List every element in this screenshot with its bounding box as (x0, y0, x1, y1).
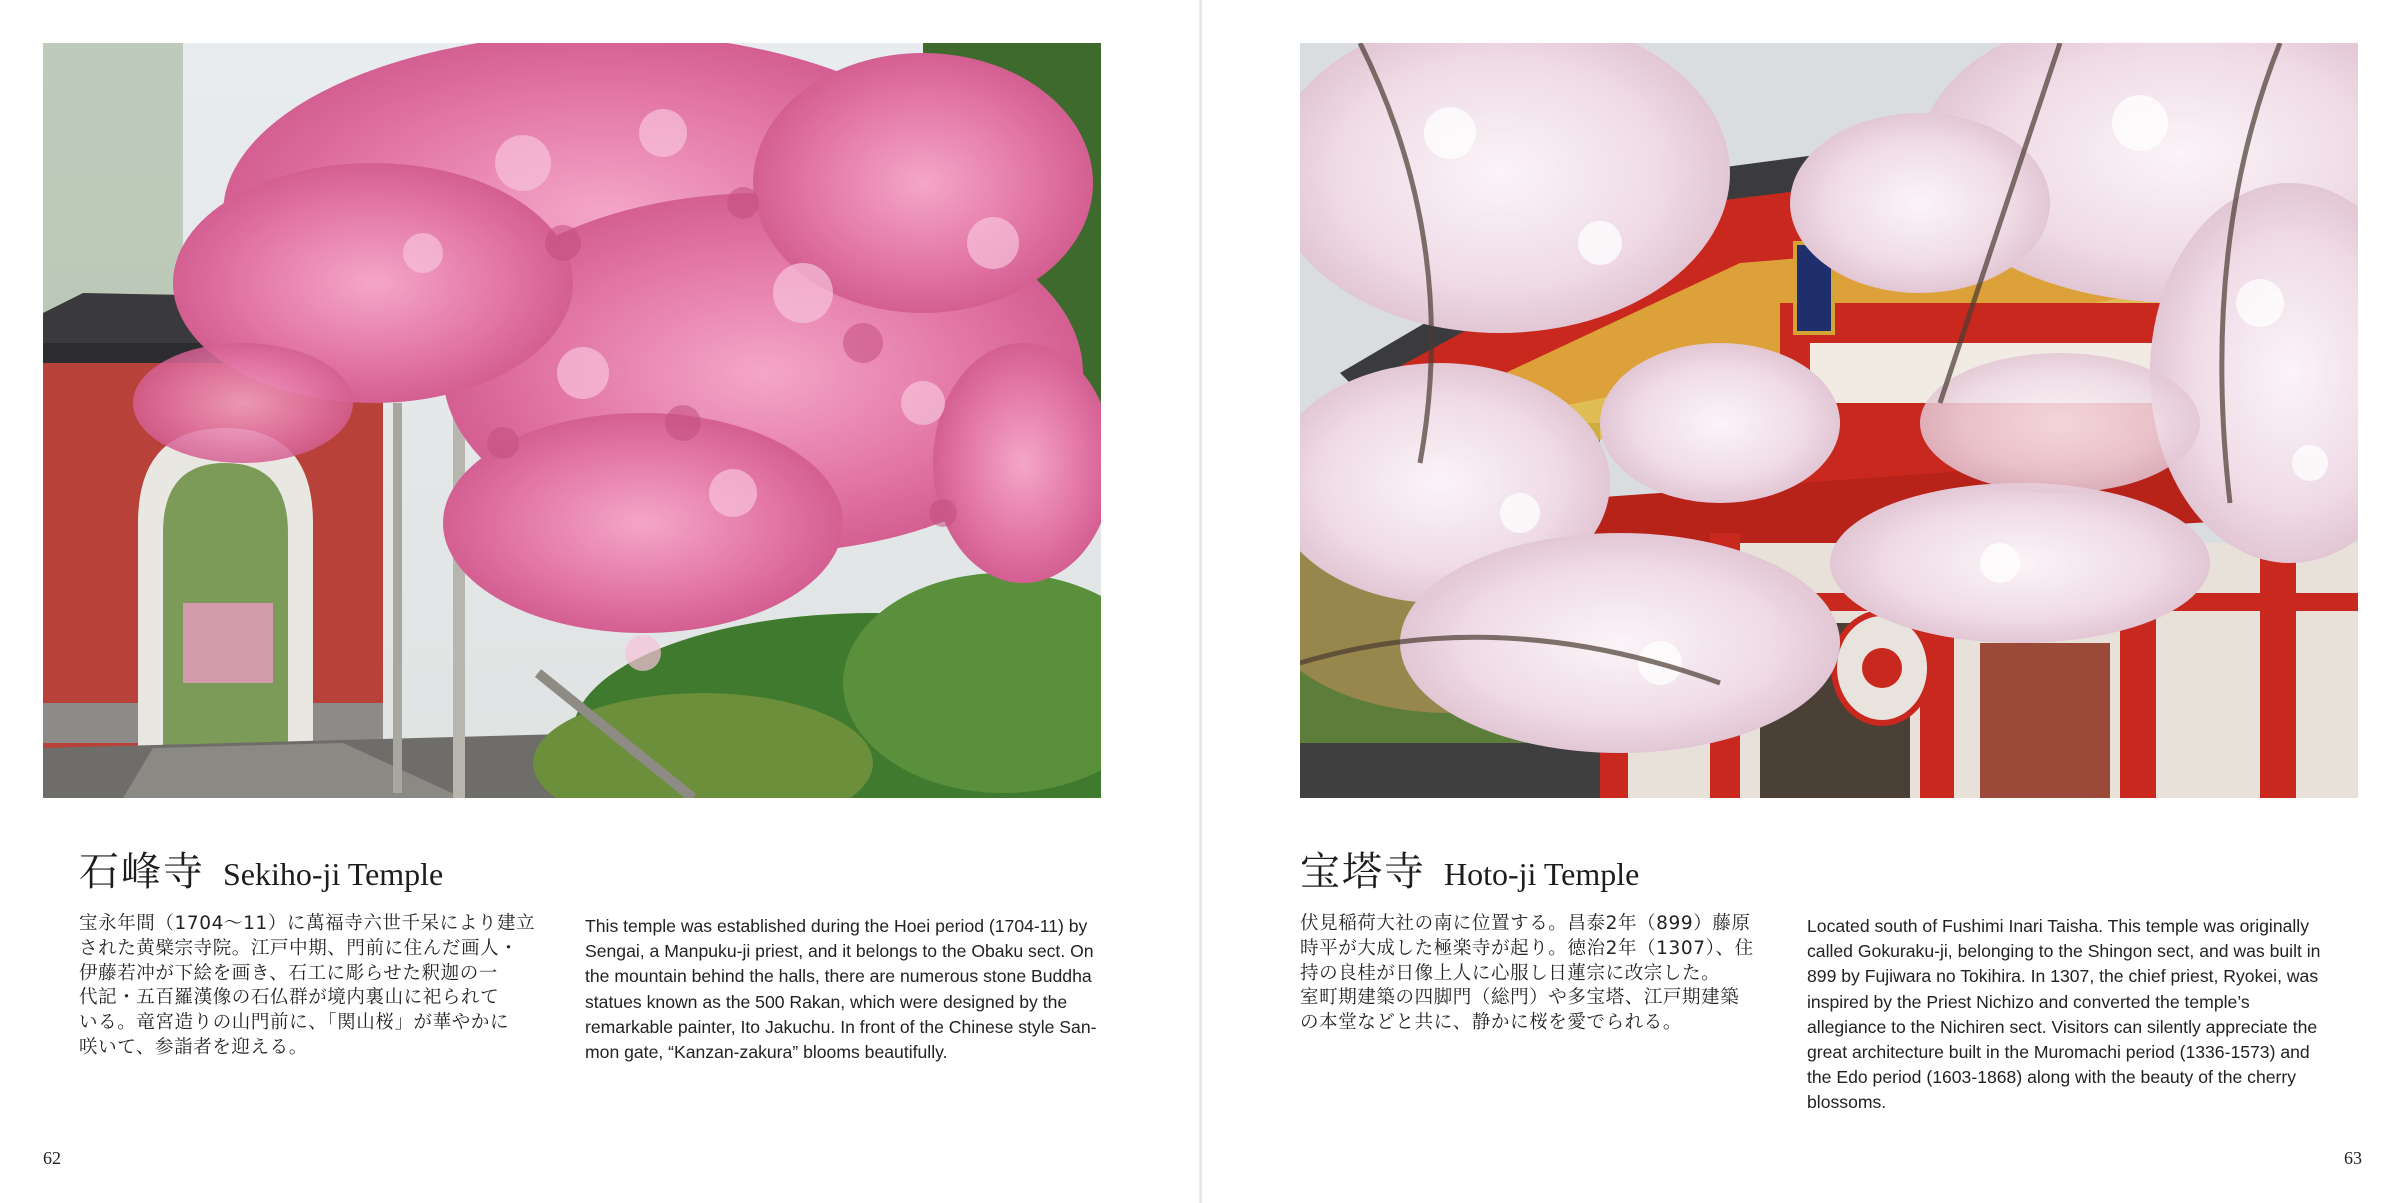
jp-line: いる。竜宮造りの山門前に、「関山桜」が華やかに (79, 1012, 510, 1034)
hoto-ji-photo (1300, 43, 2358, 798)
title-en: Sekiho-ji Temple (223, 856, 444, 892)
sekiho-ji-heading (79, 840, 443, 897)
page-number-right: 63 (2344, 1148, 2362, 1168)
jp-line: 伏見稲荷大社の南に位置する。昌泰2年（899）藤原 (1300, 913, 1751, 934)
jp-line: 伊藤若冲が下絵を画き、石工に彫らせた釈迦の一 (79, 962, 498, 984)
hoto-ji-description-en: Located south of Fushimi Inari Taisha. This temple was originally called Gokuraku-ji, belonging to the Shingon sect, and was built in 899 by Fujiwara no Tokihira. In 1307, the chief priest, Ryokei, was inspired by the Priest Nichizo and converted the temple’s allegiance to the Nichiren sect. Visitors can silently appreciate the great architecture built in the Muromachi period (1336-1573) and the Edo period (1603-1868) along with the beauty of the cherry blossoms. (1807, 916, 2321, 1113)
hoto-ji-gate-cherry-blossom-image (1300, 43, 2358, 798)
title-jp: 石峰寺 (79, 849, 205, 895)
jp-line: 室町期建築の四脚門（総門）や多宝塔、江戸期建築 (1300, 987, 1740, 1009)
page-number-left: 62 (43, 1148, 61, 1168)
jp-line: 咲いて、参詣者を迎える。 (79, 1036, 308, 1058)
sekiho-ji-photo (43, 43, 1101, 798)
hoto-ji-heading (1300, 840, 1639, 897)
sekiho-ji-description-jp (79, 912, 554, 1061)
hoto-ji-description-jp (1300, 912, 1775, 1036)
left-page (0, 0, 1201, 1203)
jp-line: 時平が大成した極楽寺が起り。徳治2年（1307）、住 (1300, 937, 1754, 959)
jp-line: 持の良桂が日像上人に心服し日蓮宗に改宗した。 (1300, 962, 1721, 984)
jp-line: 宝永年間（1704〜11）に萬福寺六世千呆により建立 (79, 913, 536, 934)
sekiho-ji-description-en: This temple was established during the Hoei period (1704-11) by Sengai, a Manpuku-ji priest, and it belongs to the Obaku sect. On the mountain behind the halls, there are numerous stone Buddha statues known as the 500 Rakan, which were designed by the remarkable painter, Ito Jakuchu. In front of the Chinese style San-mon gate, “Kanzan-zakura” blooms beautifully. (585, 916, 1097, 1063)
right-page (1202, 0, 2403, 1203)
title-jp: 宝塔寺 (1300, 849, 1426, 895)
jp-line: 代記・五百羅漢像の石仏群が境内裏山に祀られて (79, 987, 500, 1009)
title-en: Hoto-ji Temple (1444, 856, 1640, 892)
sekiho-ji-gate-cherry-blossom-image (43, 43, 1101, 798)
jp-line: された黄檗宗寺院。江戸中期、門前に住んだ画人・ (79, 937, 519, 959)
jp-line: の本堂などと共に、静かに桜を愛でられる。 (1300, 1012, 1683, 1034)
